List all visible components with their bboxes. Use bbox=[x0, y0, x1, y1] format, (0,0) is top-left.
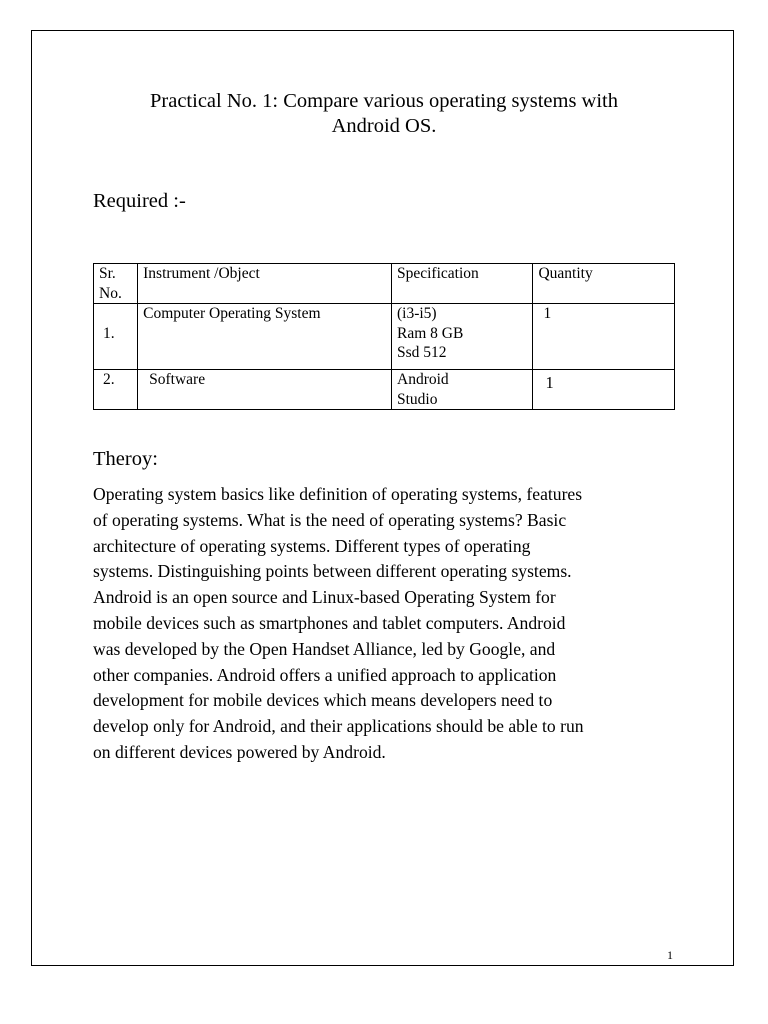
cell-specification bbox=[392, 304, 533, 370]
cell-specification bbox=[392, 370, 533, 410]
theory-line: systems. Distinguishing points between different operating systems. bbox=[93, 561, 572, 582]
page-number: 1 bbox=[667, 948, 673, 962]
cell-quantity: 1 bbox=[533, 370, 675, 410]
table-row bbox=[94, 304, 675, 370]
spec-line: Studio bbox=[397, 390, 438, 408]
header-quantity: Quantity bbox=[533, 264, 675, 304]
cell-sr-no: 2. bbox=[94, 370, 138, 410]
theory-line: of operating systems. What is the need of operating systems? Basic bbox=[93, 509, 567, 530]
page-title bbox=[0, 89, 768, 139]
theory-line: other companies. Android offers a unified approach to application bbox=[93, 664, 557, 685]
header-sr-no: Sr. No. bbox=[94, 264, 138, 304]
requirements-table bbox=[93, 263, 675, 410]
cell-instrument: Computer Operating System bbox=[138, 304, 392, 370]
cell-instrument: Software bbox=[138, 370, 392, 410]
header-instrument: Instrument /Object bbox=[138, 264, 392, 304]
theory-line: Android is an open source and Linux-based Operating System for bbox=[93, 587, 556, 608]
spec-line: Ssd 512 bbox=[397, 344, 447, 361]
required-heading: Required :- bbox=[93, 190, 186, 212]
title-line-1: Practical No. 1: Compare various operating systems with bbox=[150, 90, 618, 112]
theory-line: Operating system basics like definition of operating systems, features bbox=[93, 484, 583, 504]
table-header-row bbox=[94, 264, 675, 304]
title-line-2: Android OS. bbox=[331, 115, 437, 137]
theory-line: architecture of operating systems. Different types of operating bbox=[93, 535, 531, 556]
cell-quantity: 1 bbox=[533, 304, 675, 370]
cell-sr-no: 1. bbox=[94, 304, 138, 370]
theory-line: was developed by the Open Handset Alliance, led by Google, and bbox=[93, 638, 556, 659]
theory-line: develop only for Android, and their applications should be able to run bbox=[93, 716, 584, 737]
theory-line: on different devices powered by Android. bbox=[93, 741, 386, 762]
theory-heading: Theroy: bbox=[93, 448, 158, 470]
header-specification: Specification bbox=[392, 264, 533, 304]
spec-line: (i3-i5) bbox=[397, 305, 437, 322]
table-row bbox=[94, 370, 675, 410]
theory-line: development for mobile devices which means developers need to bbox=[93, 690, 553, 711]
spec-line: Ram 8 GB bbox=[397, 324, 464, 342]
spec-line: Android bbox=[397, 371, 449, 388]
theory-line: mobile devices such as smartphones and tablet computers. Android bbox=[93, 612, 566, 633]
theory-paragraph bbox=[93, 482, 668, 766]
